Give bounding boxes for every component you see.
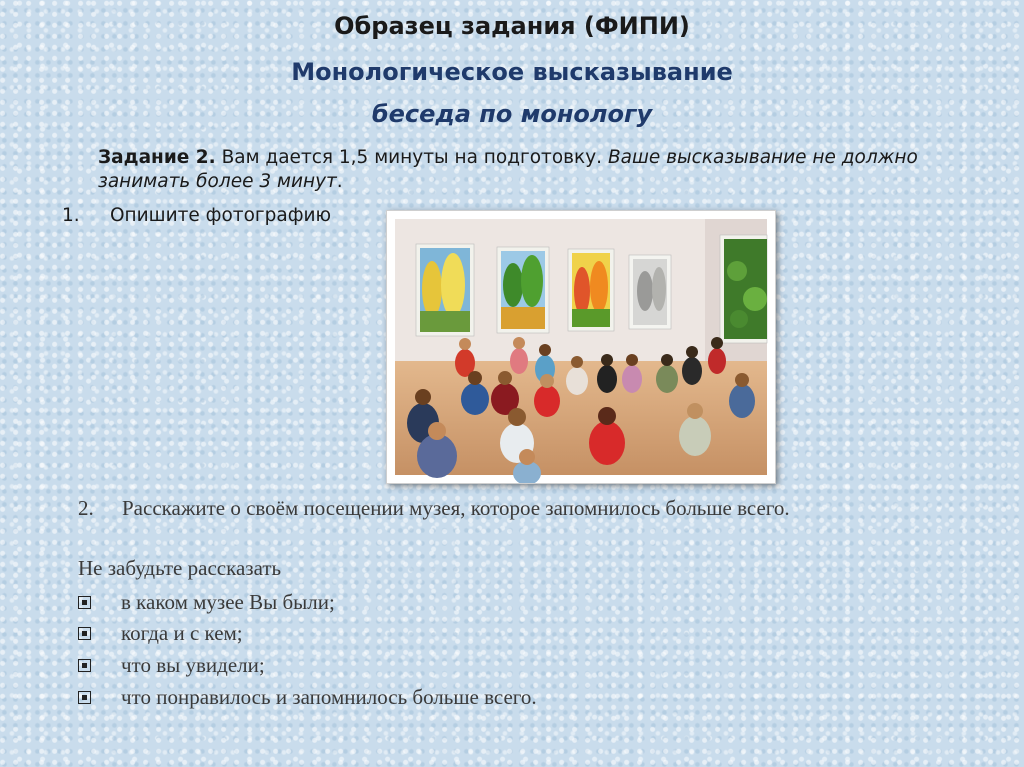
museum-photo	[386, 210, 776, 484]
task-note: Ваше высказывание не должно занимать более 3 минут	[98, 147, 918, 192]
question-2-text: Расскажите о своём посещении музея, которое запомнилось больше всего.	[122, 496, 790, 520]
reminder-heading: Не забудьте рассказать	[78, 556, 282, 580]
question-2-number: 2.	[78, 496, 94, 520]
question-1-number: 1.	[62, 205, 80, 226]
task-text: Вам дается 1,5 минуты на подготовку.	[215, 147, 608, 168]
task-end: .	[336, 171, 343, 192]
question-2	[78, 496, 938, 520]
task-description	[98, 146, 978, 194]
slide-subtitle-italic: беседа по монологу	[371, 100, 653, 128]
painting-5	[720, 235, 767, 343]
bullet-item	[78, 653, 265, 678]
bullet-text: что вы увидели;	[121, 653, 265, 677]
slide-subtitle: Монологическое высказывание	[291, 58, 733, 86]
painting-2	[497, 247, 549, 333]
painting-4	[629, 255, 671, 329]
question-1-text: Опишите фотографию	[110, 205, 332, 226]
museum-photo-image	[387, 211, 775, 483]
bullet-item	[78, 685, 537, 710]
painting-1	[416, 244, 474, 336]
bullet-item	[78, 590, 335, 615]
checkbox-square-icon	[78, 691, 91, 704]
checkbox-square-icon	[78, 596, 91, 609]
task-label: Задание 2.	[98, 147, 216, 168]
bullet-text: в каком музее Вы были;	[121, 590, 335, 614]
bullet-text: что понравилось и запомнилось больше всего.	[121, 685, 537, 709]
checkbox-square-icon	[78, 627, 91, 640]
slide-title: Образец задания (ФИПИ)	[334, 12, 690, 40]
bullet-text: когда и с кем;	[121, 621, 243, 645]
painting-3	[568, 249, 614, 331]
checkbox-square-icon	[78, 659, 91, 672]
bullet-item	[78, 621, 243, 646]
question-1	[62, 205, 331, 226]
